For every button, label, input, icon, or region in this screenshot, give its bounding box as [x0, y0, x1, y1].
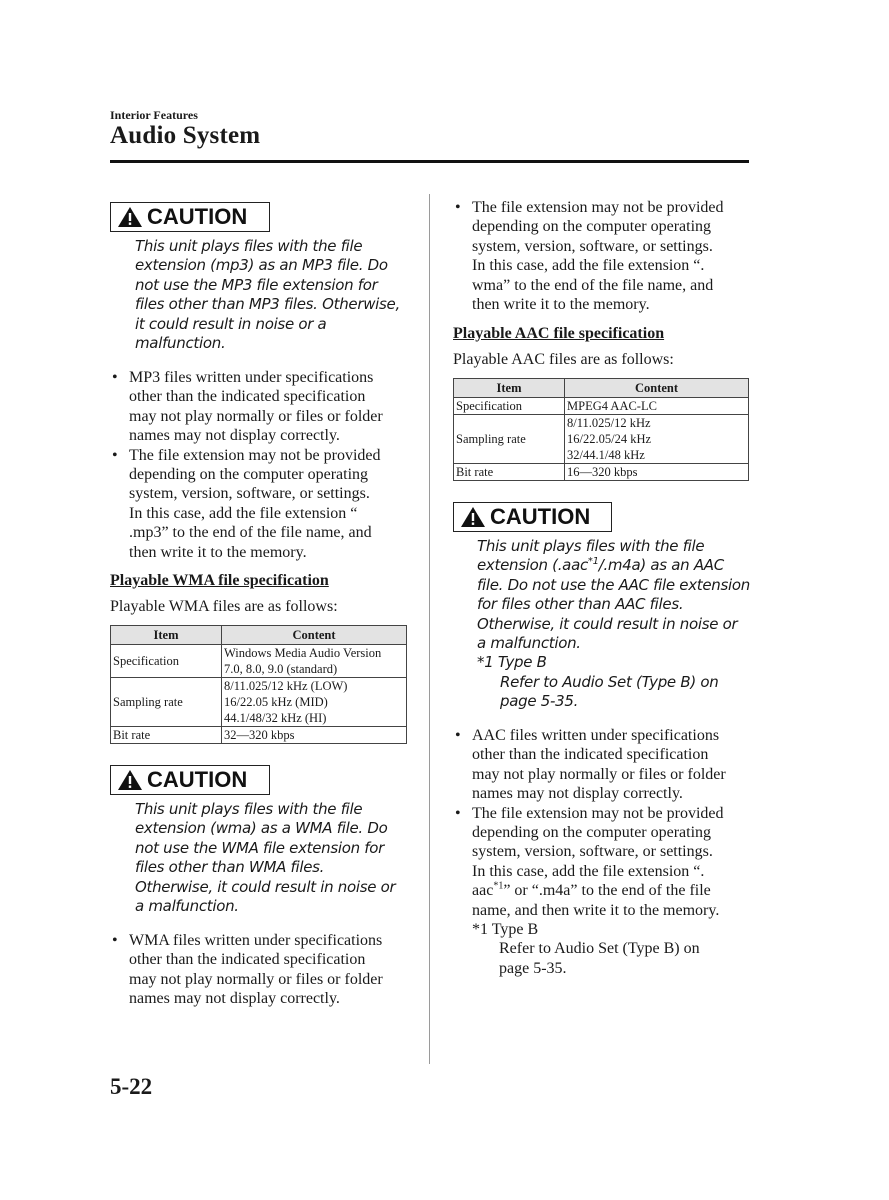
warning-icon [460, 506, 486, 528]
table-header-row [454, 379, 749, 398]
wma-spec-table [110, 625, 407, 744]
list-item: • WMA files written under specifications other than the indicated specification may not play normally or files or folder names may not display correctly. [110, 931, 383, 1009]
table-row [111, 727, 407, 744]
table-row [454, 398, 749, 415]
list-item: • MP3 files written under specifications other than the indicated specification may not play normally or files or folder names may not display correctly. [110, 368, 383, 446]
table-cell: Sampling rate [454, 415, 565, 464]
wma-extension-bullet [453, 198, 723, 314]
title-rule [110, 160, 749, 163]
caution-label-aac [453, 502, 612, 532]
table-cell: Sampling rate [111, 678, 222, 727]
list-item: • AAC files written under specifications other than the indicated specification may not play normally or files or folder names may not display correctly. [453, 726, 726, 804]
page-title: Audio System [110, 122, 261, 149]
table-header-row [111, 626, 407, 645]
caution-text-mp3: This unit plays files with the file extension (mp3) as an MP3 file. Do not use the MP3 file extension for files other than MP3 files. Otherwise, it could result in noise or a malfunction. [135, 237, 400, 353]
mp3-bullets [110, 368, 383, 562]
caution-label-text: CAUTION [147, 204, 248, 229]
column-header: Item [111, 626, 222, 645]
table-cell: Windows Media Audio Version 7.0, 8.0, 9.0 (standard) [222, 645, 407, 678]
table-row [111, 678, 407, 727]
table-cell: 8/11.025/12 kHz (LOW) 16/22.05 kHz (MID) 44.1/48/32 kHz (HI) [222, 678, 407, 727]
page-number: 5-22 [110, 1074, 153, 1099]
caution-label-wma [110, 765, 270, 795]
table-cell: 16—320 kbps [565, 464, 749, 481]
table-cell: 32—320 kbps [222, 727, 407, 744]
list-item: • The file extension may not be provided depending on the computer operating system, version, software, or settings. In this case, add the file extension “. wma” to the end of the file name, and then write it to the memory. [453, 198, 723, 314]
aac-bullets [453, 726, 726, 978]
footnote: *1 Type B Refer to Audio Set (Type B) on page 5-35. [472, 921, 700, 977]
column-header: Content [565, 379, 749, 398]
caution-label-mp3 [110, 202, 270, 232]
wma-spec-intro: Playable WMA files are as follows: [110, 598, 338, 615]
caution-label-text: CAUTION [147, 767, 248, 792]
table-cell: Specification [111, 645, 222, 678]
table-cell: Bit rate [454, 464, 565, 481]
aac-spec-table [453, 378, 749, 481]
table-cell: MPEG4 AAC-LC [565, 398, 749, 415]
list-item: • The file extension may not be provided depending on the computer operating system, version, software, or settings. In this case, add the file extension “ .mp3” to the end of the file name, and then write it to the memory. [110, 446, 383, 562]
table-row [454, 464, 749, 481]
wma-bullets [110, 931, 383, 1009]
warning-icon [117, 206, 143, 228]
caution-label-text: CAUTION [490, 504, 591, 529]
table-row [454, 415, 749, 464]
table-cell: 8/11.025/12 kHz 16/22.05/24 kHz 32/44.1/48 kHz [565, 415, 749, 464]
table-cell: Bit rate [111, 727, 222, 744]
table-cell: Specification [454, 398, 565, 415]
column-header: Item [454, 379, 565, 398]
wma-spec-heading: Playable WMA file specification [110, 572, 329, 589]
section-kicker: Interior Features [110, 108, 198, 122]
list-item: • The file extension may not be provided depending on the computer operating system, version, software, or settings. In this case, add the file extension “. aac$^{*1}$” or “.m4a” to the end of the file name, and then write it to the memory. [453, 804, 726, 920]
column-header: Content [222, 626, 407, 645]
warning-icon [117, 769, 143, 791]
aac-spec-heading: Playable AAC file specification [453, 325, 665, 342]
aac-spec-intro: Playable AAC files are as follows: [453, 351, 674, 368]
column-divider [429, 194, 430, 1064]
caution-text-aac: This unit plays files with the file extension (.aac$^{*1}$/.m4a) as an AAC file. Do not use the AAC file extension for files other than AAC files. Otherwise, it could result in noise or a malfunction. *1 Type B Refer to Audio Set (Type B) on page 5-35. [477, 537, 750, 711]
caution-text-wma: This unit plays files with the file extension (wma) as a WMA file. Do not use the WMA file extension for files other than WMA files. Otherwise, it could result in noise or a malfunction. [135, 800, 396, 916]
table-row [111, 645, 407, 678]
